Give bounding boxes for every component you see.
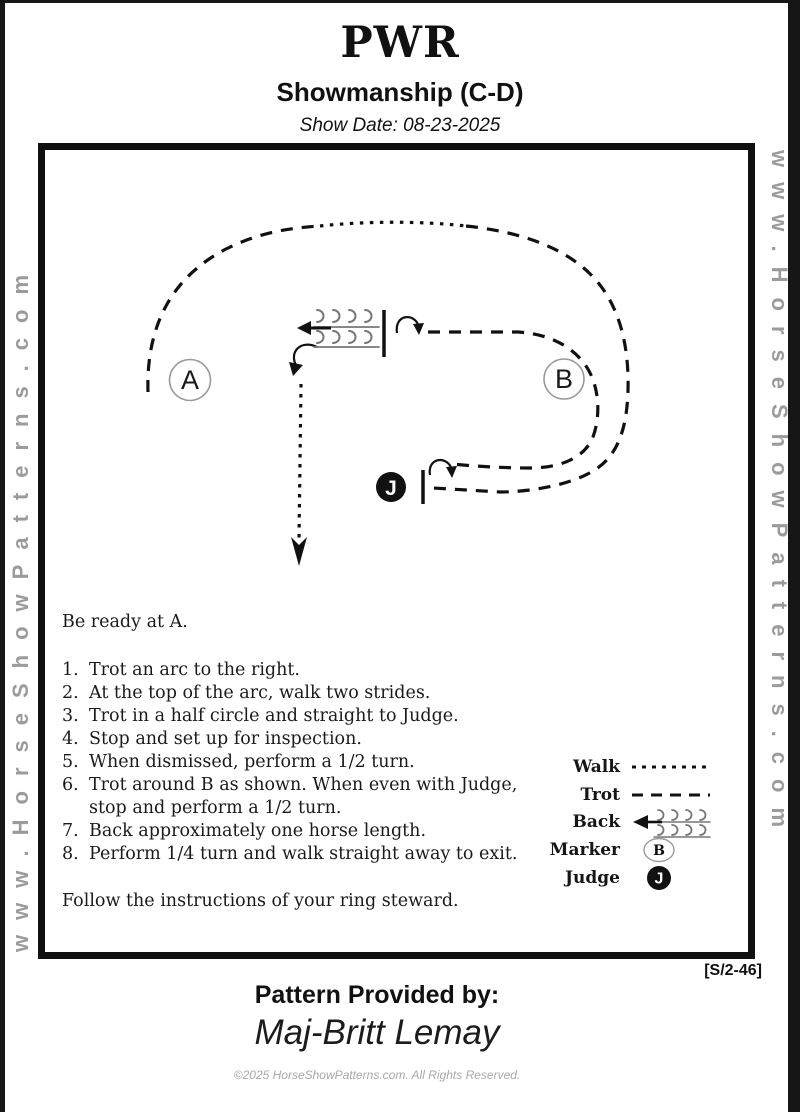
watermark-left: www.HorseShowPatterns.com xyxy=(8,259,33,952)
trot-line-icon xyxy=(630,791,712,799)
legend xyxy=(538,753,718,892)
marker-symbol-icon xyxy=(642,837,676,863)
walk-exit-line xyxy=(291,384,307,566)
back-arrow-icon xyxy=(297,321,331,335)
half-turn-arrow-upper-icon xyxy=(397,317,424,335)
instruction-item: 6. Trot around B as shown. When even with Judge, stop and perform a 1/2 turn. xyxy=(62,775,518,818)
pattern-code: [S/2-46] xyxy=(704,962,762,979)
judge-marker xyxy=(376,472,406,502)
legend-row-back xyxy=(538,809,718,837)
judge-symbol-icon xyxy=(646,865,672,891)
legend-row-judge xyxy=(538,864,718,892)
instruction-item: 1. Trot an arc to the right. xyxy=(62,660,300,680)
legend-back-label: Back xyxy=(572,812,620,833)
provided-by-label: Pattern Provided by: xyxy=(254,981,500,1009)
trot-inner-around-b-path xyxy=(428,332,598,468)
instructions-intro: Be ready at A. xyxy=(62,612,188,632)
exit-arrowhead-icon xyxy=(291,537,307,566)
show-date: Show Date: 08-23-2025 xyxy=(299,115,501,136)
legend-judge-label: Judge xyxy=(565,868,620,889)
watermark-right: www.HorseShowPatterns.com xyxy=(767,150,792,843)
class-subtitle: Showmanship (C-D) xyxy=(276,77,524,107)
page-left-border xyxy=(0,0,5,1112)
instructions-block xyxy=(62,611,537,913)
instructions-list xyxy=(62,659,537,866)
page-title: PWR xyxy=(340,18,460,68)
trot-outer-right-path xyxy=(433,226,628,492)
back-symbol-icon xyxy=(630,807,718,839)
legend-marker-label: Marker xyxy=(549,840,620,861)
instruction-item: 2. At the top of the arc, walk two strides. xyxy=(62,683,431,703)
legend-judge-letter: J xyxy=(654,870,664,888)
legend-trot-label: Trot xyxy=(580,784,620,805)
marker-b-label: B xyxy=(554,364,574,394)
walk-line-icon xyxy=(630,763,712,771)
legend-row-walk xyxy=(538,753,718,781)
instruction-item: 8. Perform 1/4 turn and walk straight away to exit. xyxy=(62,844,518,864)
marker-a-label: A xyxy=(180,365,200,395)
instruction-item: 4. Stop and set up for inspection. xyxy=(62,729,362,749)
walk-top-path xyxy=(320,222,466,226)
legend-row-trot xyxy=(538,781,718,809)
provided-by-name: Maj-Britt Lemay xyxy=(254,1013,500,1052)
judge-marker-label: J xyxy=(385,477,397,500)
copyright-line: ©2025 HorseShowPatterns.com. All Rights Reserved. xyxy=(233,1068,521,1082)
instruction-item: 3. Trot in a half circle and straight to Judge. xyxy=(62,706,459,726)
marker-a xyxy=(170,360,211,401)
instruction-item: 7. Back approximately one horse length. xyxy=(62,821,427,841)
legend-walk-label: Walk xyxy=(573,756,620,777)
marker-b xyxy=(544,359,584,399)
instruction-item: 5. When dismissed, perform a 1/2 turn. xyxy=(62,752,415,772)
half-turn-arrow-judge-icon xyxy=(430,460,457,478)
instructions-outro: Follow the instructions of your ring steward. xyxy=(62,891,459,911)
page-top-border xyxy=(0,0,800,3)
legend-row-marker xyxy=(538,836,718,864)
legend-marker-letter: B xyxy=(653,843,665,860)
quarter-turn-arrow-icon xyxy=(289,345,317,376)
